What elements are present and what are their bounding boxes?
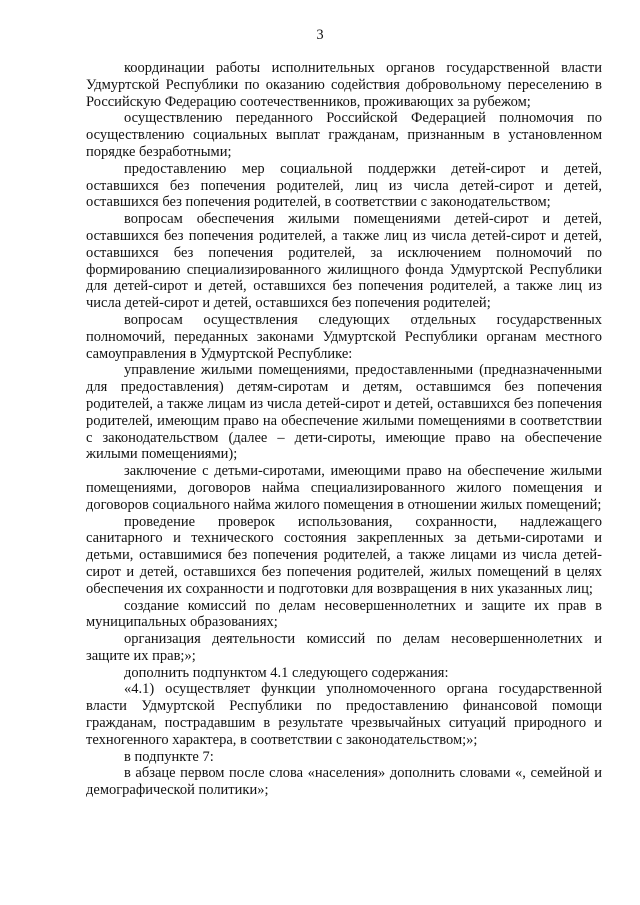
paragraph: координации работы исполнительных органов государственной власти Удмуртской Республики по оказанию содействия добровольному переселению в Российскую Федерацию соотечественников, проживающих за рубежом; [86,60,602,110]
paragraph: проведение проверок использования, сохранности, надлежащего санитарного и технического состояния закрепленных за детьми-сиротами и детьми, оставшимися без попечения родителей, а также лицами из числа детей-сирот и детей, оставшихся без попечения родителей, жилых помещений в целях обеспечения их сохранности и подготовки для возвращения в них указанных лиц; [86,513,602,597]
paragraph: в абзаце первом после слова «населения» дополнить словами «, семейной и демографической политики»; [86,765,602,799]
paragraph: вопросам обеспечения жилыми помещениями детей-сирот и детей, оставшихся без попечения родителей, а также лиц из числа детей-сирот и детей, оставшихся без попечения родителей, за исключением полномочий по формированию специализированного жилищного фонда Удмуртской Республики для детей-сирот и детей, оставшихся без попечения родителей, а также лиц из числа детей-сирот и детей, оставшихся без попечения родителей; [86,211,602,312]
paragraph: «4.1) осуществляет функции уполномоченного органа государственной власти Удмуртской Республики по предоставлению финансовой помощи гражданам, пострадавшим в результате чрезвычайных ситуаций природного и техногенного характера, в соответствии с законодательством;»; [86,681,602,748]
paragraph: в подпункте 7: [124,748,214,765]
paragraph: управление жилыми помещениями, предоставленными (предназначенными для предоставления) детям-сиротам и детям, оставшимся без попечения родителей, а также лицам из числа детей-сирот и детей, оставшихся без попечения родителей, имеющим право на обеспечение жилыми помещениями в соответствии с законодательством (далее – дети-сироты, имеющие право на обеспечение жилыми помещениями); [86,362,602,463]
paragraph: дополнить подпунктом 4.1 следующего содержания: [124,664,449,681]
page-number: 3 [316,27,324,43]
paragraph: заключение с детьми-сиротами, имеющими право на обеспечение жилыми помещениями, договоров найма специализированного жилого помещения и договоров социального найма жилого помещения в отношении жилых помещений; [86,463,602,513]
document-body [86,60,602,799]
paragraph: создание комиссий по делам несовершеннолетних и защите их прав в муниципальных образованиях; [86,597,602,631]
paragraph: осуществлению переданного Российской Федерацией полномочия по осуществлению социальных выплат гражданам, признанным в установленном порядке безработными; [86,110,602,160]
paragraph: вопросам осуществления следующих отдельных государственных полномочий, переданных законами Удмуртской Республики органам местного самоуправления в Удмуртской Республике: [86,311,602,362]
paragraph: организация деятельности комиссий по делам несовершеннолетних и защите их прав;»; [86,631,602,664]
paragraph: предоставлению мер социальной поддержки детей-сирот и детей, оставшихся без попечения родителей, лиц из числа детей-сирот и детей, оставшихся без попечения родителей, в соответствии с законодательством; [86,160,602,211]
